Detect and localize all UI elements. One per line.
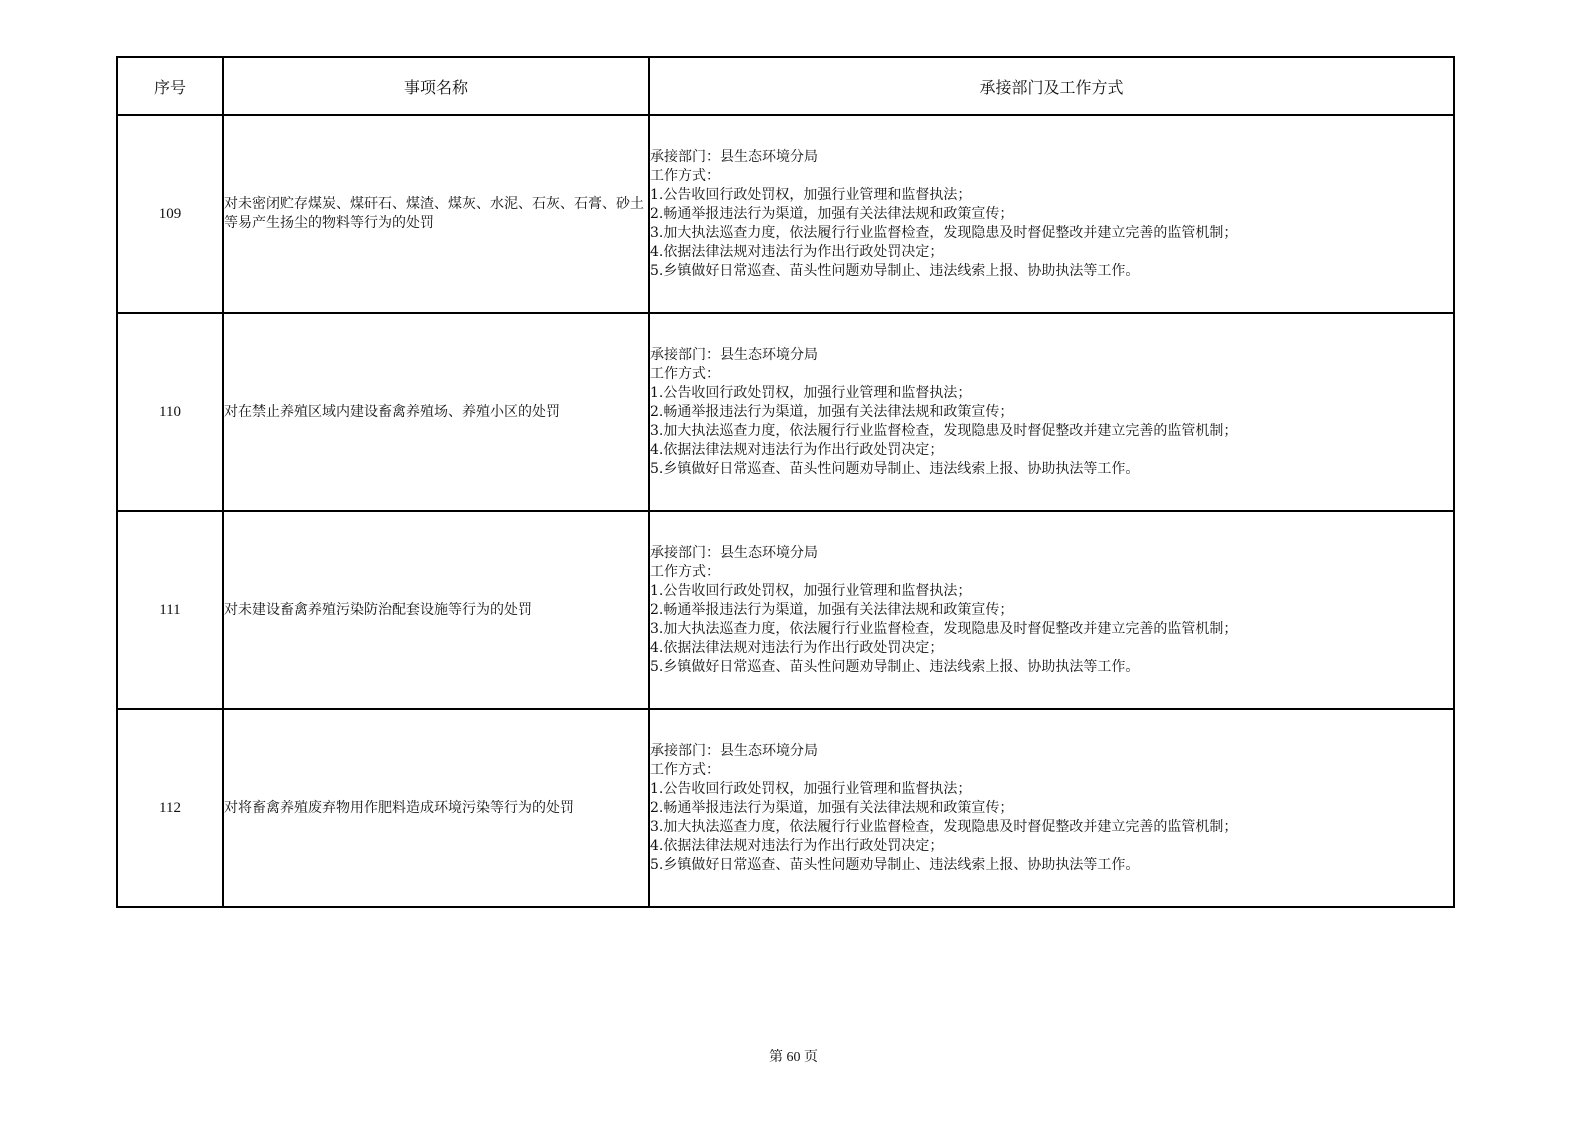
row-seq: 112 (117, 709, 223, 907)
row-dept-method (649, 115, 1454, 313)
row-dept-method (649, 313, 1454, 511)
method-line: 3.加大执法巡查力度，依法履行行业监督检查，发现隐患及时督促整改并建立完善的监管机制； (650, 620, 1238, 637)
header-seq: 序号 (117, 57, 223, 115)
method-line: 承接部门：县生态环境分局 (650, 544, 818, 561)
method-line: 工作方式： (650, 761, 720, 778)
row-seq: 111 (117, 511, 223, 709)
row-item-name: 对未密闭贮存煤炭、煤矸石、煤渣、煤灰、水泥、石灰、石膏、砂土等易产生扬尘的物料等行为的处罚 (223, 115, 649, 313)
method-line: 1.公告收回行政处罚权，加强行业管理和监督执法； (650, 780, 972, 797)
method-line: 承接部门：县生态环境分局 (650, 346, 818, 363)
method-line: 4.依据法律法规对违法行为作出行政处罚决定； (650, 243, 944, 260)
table-row (117, 709, 1454, 907)
method-line: 3.加大执法巡查力度，依法履行行业监督检查，发现隐患及时督促整改并建立完善的监管机制； (650, 224, 1238, 241)
table-row (117, 313, 1454, 511)
method-line: 承接部门：县生态环境分局 (650, 148, 818, 165)
method-line: 2.畅通举报违法行为渠道，加强有关法律法规和政策宣传； (650, 403, 1014, 420)
page-number: 第 60 页 (769, 1050, 818, 1065)
method-line: 4.依据法律法规对违法行为作出行政处罚决定； (650, 837, 944, 854)
row-dept-method (649, 511, 1454, 709)
method-line: 5.乡镇做好日常巡查、苗头性问题劝导制止、违法线索上报、协助执法等工作。 (650, 460, 1140, 477)
row-item-name: 对将畜禽养殖废弃物用作肥料造成环境污染等行为的处罚 (223, 709, 649, 907)
row-item-name: 对在禁止养殖区域内建设畜禽养殖场、养殖小区的处罚 (223, 313, 649, 511)
method-line: 1.公告收回行政处罚权，加强行业管理和监督执法； (650, 384, 972, 401)
method-line: 2.畅通举报违法行为渠道，加强有关法律法规和政策宣传； (650, 799, 1014, 816)
method-line: 承接部门：县生态环境分局 (650, 742, 818, 759)
method-line: 工作方式： (650, 365, 720, 382)
method-line: 5.乡镇做好日常巡查、苗头性问题劝导制止、违法线索上报、协助执法等工作。 (650, 262, 1140, 279)
method-line: 工作方式： (650, 167, 720, 184)
method-line: 工作方式： (650, 563, 720, 580)
method-line: 4.依据法律法规对违法行为作出行政处罚决定； (650, 441, 944, 458)
header-item-name: 事项名称 (223, 57, 649, 115)
method-line: 3.加大执法巡查力度，依法履行行业监督检查，发现隐患及时督促整改并建立完善的监管机制； (650, 422, 1238, 439)
items-table (116, 56, 1455, 908)
method-line: 5.乡镇做好日常巡查、苗头性问题劝导制止、违法线索上报、协助执法等工作。 (650, 658, 1140, 675)
method-line: 2.畅通举报违法行为渠道，加强有关法律法规和政策宣传； (650, 205, 1014, 222)
method-line: 3.加大执法巡查力度，依法履行行业监督检查，发现隐患及时督促整改并建立完善的监管机制； (650, 818, 1238, 835)
header-dept-method: 承接部门及工作方式 (649, 57, 1454, 115)
table-header-row (117, 57, 1454, 115)
method-line: 5.乡镇做好日常巡查、苗头性问题劝导制止、违法线索上报、协助执法等工作。 (650, 856, 1140, 873)
row-seq: 110 (117, 313, 223, 511)
method-line: 2.畅通举报违法行为渠道，加强有关法律法规和政策宣传； (650, 601, 1014, 618)
row-dept-method (649, 709, 1454, 907)
table-row (117, 511, 1454, 709)
row-item-name: 对未建设畜禽养殖污染防治配套设施等行为的处罚 (223, 511, 649, 709)
method-line: 1.公告收回行政处罚权，加强行业管理和监督执法； (650, 186, 972, 203)
row-seq: 109 (117, 115, 223, 313)
table-row (117, 115, 1454, 313)
method-line: 1.公告收回行政处罚权，加强行业管理和监督执法； (650, 582, 972, 599)
method-line: 4.依据法律法规对违法行为作出行政处罚决定； (650, 639, 944, 656)
